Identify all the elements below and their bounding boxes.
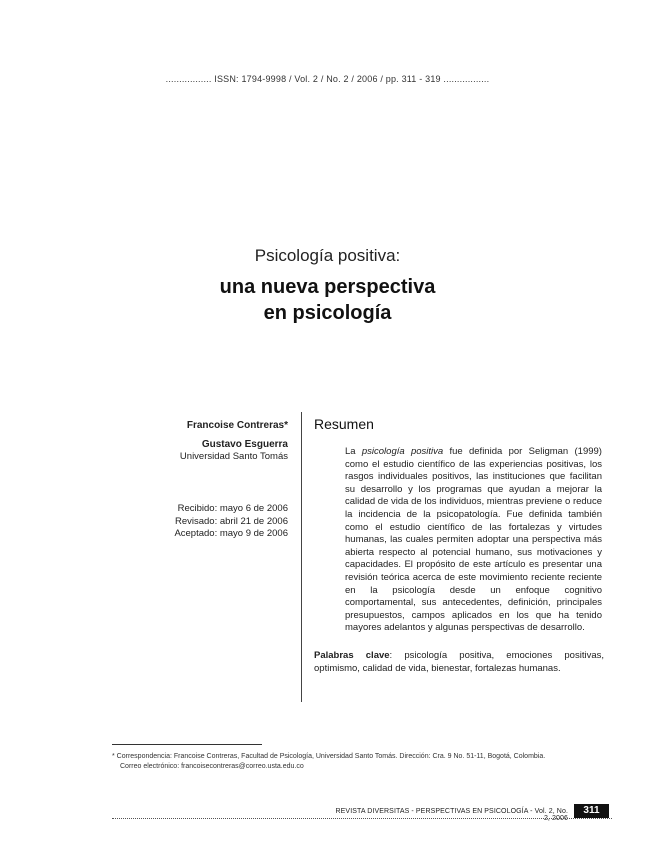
- date-accepted: Aceptado: mayo 9 de 2006: [174, 528, 288, 539]
- abstract-text: [345, 446, 602, 635]
- correspondence-footnote: [112, 752, 612, 772]
- journal-footer: REVISTA DIVERSITAS - PERSPECTIVAS EN PSICOLOGÍA - Vol. 2, No. 2, 2006: [335, 808, 568, 822]
- keywords: [314, 649, 604, 675]
- abstract-term: psicología positiva: [361, 446, 444, 457]
- footnote-line-1: * Correspondencia: Francoise Contreras, Facultad de Psicología, Universidad Santo Tomás. Dirección: Cra. 9 No. 51-11, Bogotá, Colombia.: [112, 753, 546, 760]
- title-line-2: una nueva perspectiva: [219, 276, 436, 298]
- issn-header: ................. ISSN: 1794-9998 / Vol. 2 / No. 2 / 2006 / pp. 311 - 319 .................: [165, 74, 490, 84]
- title-line-3: en psicología: [263, 302, 392, 324]
- author-1: Francoise Contreras*: [186, 420, 288, 431]
- footnote-line-2: Correo electrónico: francoisecontreras@correo.usta.edu.co: [120, 763, 304, 770]
- author-2: Gustavo Esguerra: [201, 439, 288, 450]
- column-divider: [301, 412, 302, 702]
- author-info: [150, 420, 288, 541]
- title-line-1: Psicología positiva:: [254, 246, 401, 265]
- abstract-body: fue definida por Seligman (1999) como el estudio científico de las experiencias positivas, los rasgos individuales positivos, las instituciones que facilitan su desarrollo y los programas que ayudan a mejorar la calidad de vida de los individuos, mientras previene o reduce la incidencia de la psicopatología. Fue definida también como el estudio científico de las fortalezas y virtudes humanas, las cuales permiten adoptar una perspectiva más abierta respecto al potencial humano, sus motivaciones y capacidades. El propósito de este artículo es presentar una revisión teórica acerca de este movimiento reciente reciente en la psicología desde un enfoque cognitivo comportamental, sus antecedentes, definición, principales presupuestos, campos aplicados en los que ha tenido mayores adelantos y algunas perspectivas de desarrollo.: [345, 446, 602, 634]
- article-title: [0, 246, 655, 326]
- keywords-label: Palabras clave: [314, 649, 390, 661]
- submission-dates: [150, 503, 288, 541]
- footnote-rule: [112, 744, 262, 745]
- date-revised: Revisado: abril 21 de 2006: [174, 515, 288, 527]
- abstract-intro: La: [345, 446, 362, 457]
- bottom-dotted-rule: [112, 818, 612, 819]
- keywords-text: : psicología positiva, emociones positivas, optimismo, calidad de vida, bienestar, fortalezas humanas.: [314, 649, 604, 674]
- abstract-heading: Resumen: [314, 416, 374, 432]
- page-number: 311: [574, 804, 609, 818]
- affiliation: Universidad Santo Tomás: [179, 451, 288, 462]
- abstract-section: [314, 416, 604, 675]
- date-received: Recibido: mayo 6 de 2006: [177, 503, 288, 514]
